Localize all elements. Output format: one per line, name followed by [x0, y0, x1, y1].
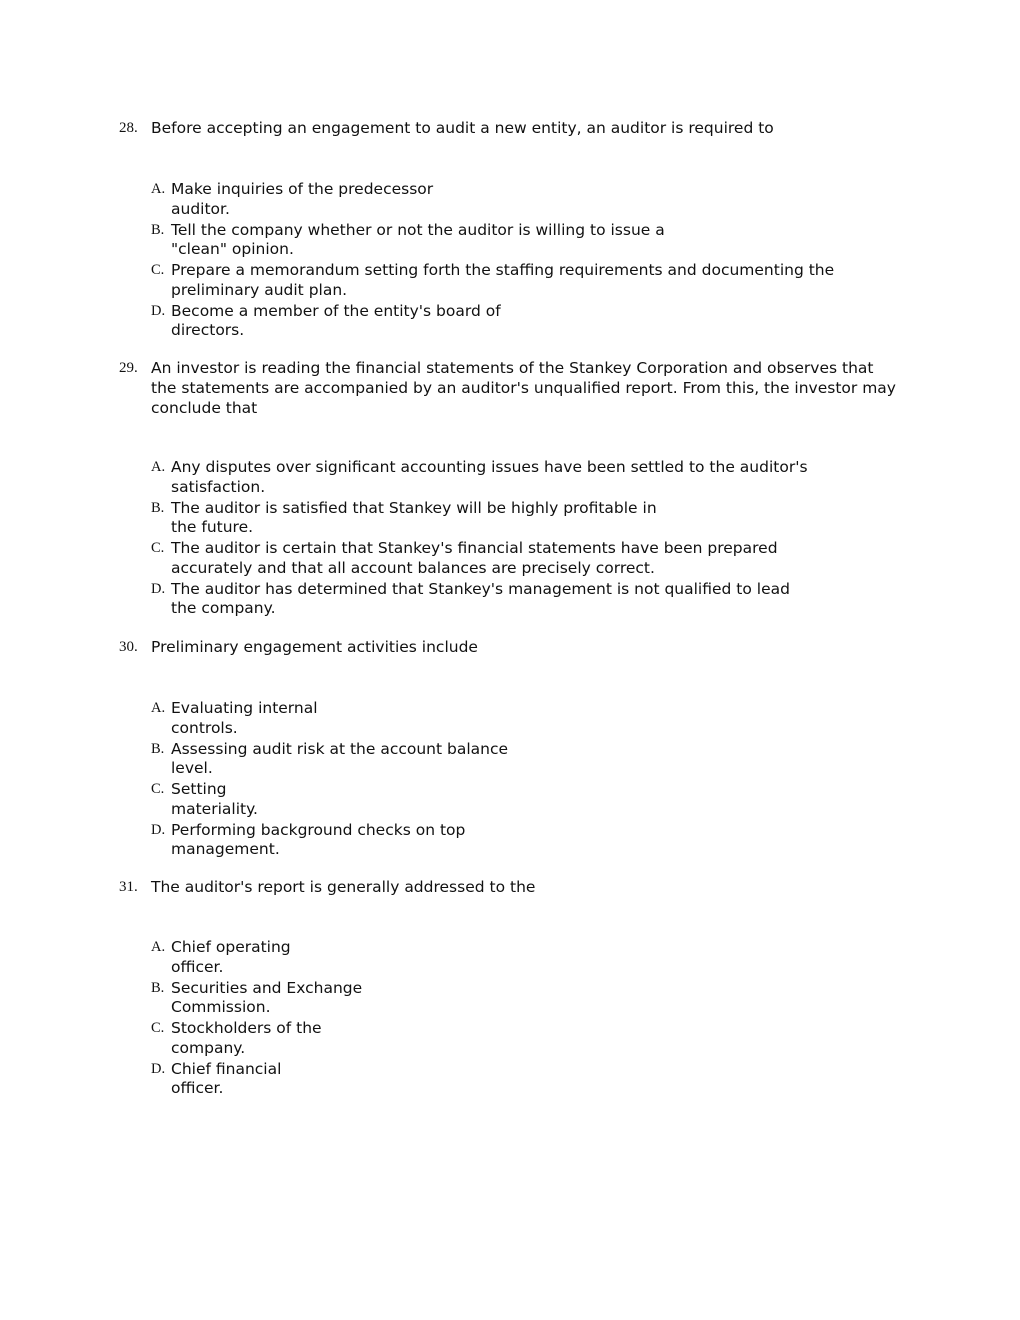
- option-a: [151, 699, 901, 738]
- option-d: [151, 302, 901, 341]
- option-a: [151, 938, 901, 977]
- question-stem: [119, 358, 909, 418]
- option-text-line: Assessing audit risk at the account balance: [171, 739, 509, 758]
- option-c: [151, 1019, 901, 1058]
- option-letter: A.: [151, 459, 166, 475]
- question-text: Before accepting an engagement to audit a new entity, an auditor is required to: [151, 119, 774, 137]
- option-text-line: "clean" opinion.: [171, 240, 294, 258]
- option-letter: D.: [151, 580, 166, 597]
- question-text: The auditor's report is generally addressed to the: [151, 878, 536, 896]
- option-letter: A.: [151, 181, 166, 197]
- question-number: 30.: [119, 639, 138, 655]
- option-text-line: Commission.: [171, 998, 271, 1016]
- option-a: [151, 180, 901, 219]
- option-b: [151, 979, 901, 1018]
- option-text-line: Prepare a memorandum setting forth the staffing requirements and documenting the: [171, 261, 835, 279]
- option-d: [151, 1060, 901, 1099]
- option-letter: D.: [151, 1060, 166, 1077]
- option-letter: B.: [151, 979, 165, 996]
- option-a: [151, 458, 901, 497]
- option-text-line: Any disputes over significant accounting issues have been settled to the auditor's: [171, 458, 808, 476]
- option-text-line: level.: [171, 759, 213, 777]
- question-stem: [119, 118, 909, 138]
- question-stem: [119, 637, 909, 657]
- option-text-line: the company.: [171, 599, 276, 617]
- option-letter: C.: [151, 540, 165, 556]
- question-text: Preliminary engagement activities include: [151, 638, 478, 656]
- option-letter: C.: [151, 262, 165, 278]
- option-text-line: The auditor has determined that Stankey's management is not qualified to lead: [171, 579, 790, 598]
- option-text-line: Become a member of the entity's board of: [171, 301, 501, 320]
- option-letter: A.: [151, 939, 166, 955]
- option-text-line: directors.: [171, 321, 245, 339]
- option-letter: D.: [151, 302, 166, 319]
- answer-options: [151, 938, 901, 1100]
- option-d: [151, 821, 901, 860]
- option-text-line: materiality.: [171, 799, 258, 818]
- answer-options: [151, 699, 901, 861]
- option-text-line: accurately and that all account balances are precisely correct.: [171, 558, 655, 577]
- option-text-line: preliminary audit plan.: [171, 280, 348, 299]
- option-text-line: Evaluating internal: [171, 699, 318, 717]
- question-31: [119, 877, 909, 1097]
- option-text-line: officer.: [171, 1079, 224, 1097]
- answer-options: [151, 458, 901, 620]
- option-text-line: The auditor is satisfied that Stankey will be highly profitable in: [171, 498, 657, 517]
- question-28: [119, 118, 909, 339]
- option-text-line: auditor.: [171, 199, 230, 218]
- question-stem: [119, 877, 909, 897]
- option-letter: A.: [151, 700, 166, 716]
- option-text-line: Setting: [171, 780, 227, 798]
- option-b: [151, 499, 901, 538]
- option-letter: C.: [151, 1020, 165, 1036]
- question-number: 31.: [119, 879, 138, 895]
- option-letter: B.: [151, 740, 165, 757]
- option-text-line: the future.: [171, 518, 254, 536]
- option-text-line: Stockholders of the: [171, 1019, 322, 1037]
- option-text-line: Chief operating: [171, 938, 291, 956]
- option-text-line: The auditor is certain that Stankey's financial statements have been prepared: [171, 539, 778, 557]
- question-number: 28.: [119, 120, 138, 136]
- option-text-line: Securities and Exchange: [171, 978, 363, 997]
- option-text-line: Make inquiries of the predecessor: [171, 180, 434, 198]
- option-c: [151, 261, 901, 300]
- option-text-line: satisfaction.: [171, 477, 266, 496]
- question-number: 29.: [119, 360, 138, 376]
- option-text-line: management.: [171, 840, 280, 858]
- option-text-line: Chief financial: [171, 1059, 282, 1078]
- option-text-line: Tell the company whether or not the auditor is willing to issue a: [171, 220, 665, 239]
- option-c: [151, 539, 901, 578]
- option-text-line: controls.: [171, 718, 238, 737]
- question-29: [119, 358, 909, 617]
- option-letter: B.: [151, 499, 165, 516]
- question-30: [119, 637, 909, 858]
- option-c: [151, 780, 901, 819]
- option-text-line: officer.: [171, 957, 224, 976]
- option-d: [151, 580, 901, 619]
- question-text: An investor is reading the financial statements of the Stankey Corporation and observes that the statements are accompanied by an auditor's unqualified report. From this, the investor may conclude that: [151, 359, 896, 417]
- option-b: [151, 221, 901, 260]
- option-letter: B.: [151, 221, 165, 238]
- option-text-line: company.: [171, 1038, 246, 1057]
- option-letter: D.: [151, 821, 166, 838]
- option-b: [151, 740, 901, 779]
- option-letter: C.: [151, 781, 165, 797]
- option-text-line: Performing background checks on top: [171, 820, 466, 839]
- answer-options: [151, 180, 901, 342]
